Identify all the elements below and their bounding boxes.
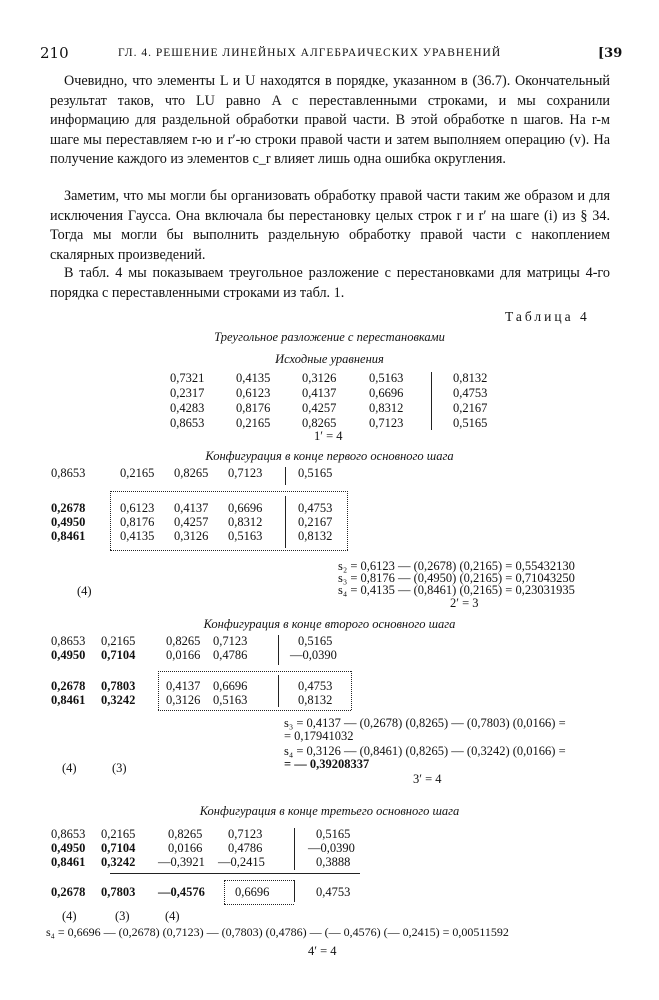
dotted-frame (158, 671, 351, 672)
cell: 0,5163 (228, 529, 263, 543)
cell: 0,8653 (51, 466, 86, 480)
cell: 0,2678 (51, 679, 86, 693)
cell: 0,4786 (228, 841, 263, 855)
cell: 0,8265 (302, 416, 337, 430)
cell: 0,3242 (101, 855, 136, 869)
cell: 0,2167 (298, 515, 333, 529)
dotted-frame (110, 550, 348, 551)
paragraph-2: Заметим, что мы могли бы организовать обработку правой части таким же образом и для исключения Гаусса. Она включала бы перестановку целых строк r и r′ на шаге (i) из § 34. Тогда мы могли бы выполнить раздельную обработку правой части с накоплением скалярных произведений. (50, 188, 610, 263)
permutation-label: 4′ = 4 (308, 944, 337, 958)
dotted-frame (110, 491, 111, 550)
page-number: 210 (40, 44, 69, 62)
cell: —0,3921 (158, 855, 205, 869)
permutation-label: 1′ = 4 (314, 429, 343, 443)
separator-line (294, 828, 295, 870)
cell: 0,0166 (168, 841, 203, 855)
dotted-frame (224, 904, 294, 905)
permutation-label: 3′ = 4 (413, 772, 442, 786)
cell: —0,0390 (290, 648, 337, 662)
section-ref: [39 (598, 46, 623, 61)
cell: 0,7104 (101, 841, 136, 855)
cell: 0,4950 (51, 841, 86, 855)
cell: 0,8653 (51, 634, 86, 648)
step1-title: Конфигурация в конце первого основного шага (205, 449, 454, 463)
cell: 0,4257 (174, 515, 209, 529)
cell: 0,8265 (174, 466, 209, 480)
equation: s₃ = 0,4137 — (0,2678) (0,8265) — (0,7803) (0,0166) = (284, 716, 566, 730)
cell: —0,4576 (158, 885, 205, 899)
separator-line (431, 372, 432, 430)
cell: 0,5165 (298, 466, 333, 480)
dotted-frame (347, 491, 348, 550)
step-marker: (4) (165, 909, 180, 923)
cell: 0,8461 (51, 529, 86, 543)
cell: 0,6696 (369, 386, 404, 400)
cell: 0,7123 (228, 827, 263, 841)
cell: 0,4283 (170, 401, 205, 415)
cell: 0,3126 (166, 693, 201, 707)
cell: 0,2165 (101, 634, 136, 648)
dotted-frame (158, 671, 159, 710)
cell: 0,8132 (298, 693, 333, 707)
table-title: Треугольное разложение с перестановками (214, 330, 445, 344)
cell: 0,8176 (236, 401, 271, 415)
cell: 0,5163 (213, 693, 248, 707)
separator-line (278, 675, 279, 707)
cell: 0,5165 (316, 827, 351, 841)
cell: 0,0166 (166, 648, 201, 662)
cell: 0,8312 (228, 515, 263, 529)
cell: 0,2317 (170, 386, 205, 400)
cell: 0,8461 (51, 693, 86, 707)
cell: 0,8312 (369, 401, 404, 415)
cell: 0,4753 (453, 386, 488, 400)
cell: 0,2165 (101, 827, 136, 841)
equation: = — 0,39208337 (284, 757, 370, 771)
cell: 0,4137 (166, 679, 201, 693)
step3-title: Конфигурация в конце третьего основного шага (199, 804, 460, 818)
cell: 0,8132 (298, 529, 333, 543)
step-marker: (4) (62, 909, 77, 923)
dotted-frame (224, 880, 294, 881)
cell: 0,6696 (213, 679, 248, 693)
cell: 0,4950 (51, 648, 86, 662)
cell: 0,6123 (120, 501, 155, 515)
cell: 0,8265 (168, 827, 203, 841)
cell: 0,7123 (213, 634, 248, 648)
equation: s₄ = 0,3126 — (0,8461) (0,8265) — (0,3242) (0,0166) = (284, 744, 566, 758)
cell: 0,6123 (236, 386, 271, 400)
cell: 0,3126 (302, 371, 337, 385)
cell: 0,4137 (174, 501, 209, 515)
equation: = 0,17941032 (284, 729, 354, 743)
cell: 0,5165 (298, 634, 333, 648)
final-equation: s₄ = 0,6696 — (0,2678) (0,7123) — (0,7803) (0,4786) — (— 0,4576) (— 0,2415) = 0,00511592 (46, 925, 509, 939)
cell: 0,4950 (51, 515, 86, 529)
step-marker: (4) (77, 584, 92, 598)
separator-line (285, 467, 286, 485)
cell: 0,3242 (101, 693, 136, 707)
cell: 0,6696 (228, 501, 263, 515)
cell: 0,8653 (51, 827, 86, 841)
equation: s₂ = 0,6123 — (0,2678) (0,2165) = 0,55432130 (338, 559, 575, 573)
separator-line (285, 496, 286, 548)
cell: 0,2678 (51, 885, 86, 899)
equation: s₃ = 0,8176 — (0,4950) (0,2165) = 0,71043250 (338, 571, 575, 585)
paragraph-1: Очевидно, что элементы L и U находятся в порядке, указанном в (36.7). Окончательный результат таков, что LU равно A с переставленными строками, и мы сохранили информацию для раздельной обработки правой части. В этой обработке n шагов. На r-м шаге мы переставляем r-ю и r′-ю строки правой части и затем выполняем операцию (v). На получение каждого из элементов c_r влияет лишь одна ошибка округления. (50, 73, 610, 167)
cell: 0,4753 (298, 501, 333, 515)
cell: —0,2415 (218, 855, 265, 869)
step-marker: (4) (62, 761, 77, 775)
running-head: ГЛ. 4. РЕШЕНИЕ ЛИНЕЙНЫХ АЛГЕБРАИЧЕСКИХ УРАВНЕНИЙ (118, 47, 502, 59)
cell: 0,8132 (453, 371, 488, 385)
cell: 0,8176 (120, 515, 155, 529)
cell: 0,3888 (316, 855, 351, 869)
step2-title: Конфигурация в конце второго основного шага (203, 617, 456, 631)
cell: 0,7123 (369, 416, 404, 430)
cell: 0,2165 (236, 416, 271, 430)
cell: 0,4135 (236, 371, 271, 385)
dotted-frame (110, 491, 348, 492)
cell: 0,8461 (51, 855, 86, 869)
cell: 0,4135 (120, 529, 155, 543)
step-marker: (3) (115, 909, 130, 923)
cell: 0,2165 (120, 466, 155, 480)
cell: 0,2678 (51, 501, 86, 515)
cell: 0,7123 (228, 466, 263, 480)
cell: 0,4257 (302, 401, 337, 415)
separator-line (294, 880, 295, 902)
cell: 0,4753 (298, 679, 333, 693)
cell: 0,5163 (369, 371, 404, 385)
cell: 0,4137 (302, 386, 337, 400)
cell: —0,0390 (308, 841, 355, 855)
cell: 0,2167 (453, 401, 488, 415)
dotted-frame (351, 671, 352, 710)
cell: 0,8653 (170, 416, 205, 430)
table-label: Таблица 4 (505, 309, 590, 324)
cell: 0,7321 (170, 371, 205, 385)
cell: 0,3126 (174, 529, 209, 543)
cell: 0,7803 (101, 885, 136, 899)
dotted-frame (158, 710, 351, 711)
equation: s₄ = 0,4135 — (0,8461) (0,2165) = 0,23031935 (338, 583, 575, 597)
paragraph-3: В табл. 4 мы показываем треугольное разложение с перестановками для матрицы 4-го порядка с переставленными строками из табл. 1. (50, 265, 610, 301)
cell: 0,4786 (213, 648, 248, 662)
cell: 0,7104 (101, 648, 136, 662)
initial-title: Исходные уравнения (275, 352, 384, 366)
separator-line (278, 635, 279, 665)
step-marker: (3) (112, 761, 127, 775)
dotted-frame (224, 880, 225, 904)
cell: 0,8265 (166, 634, 201, 648)
separator-line (110, 873, 360, 874)
cell: 0,6696 (235, 885, 270, 899)
cell: 0,7803 (101, 679, 136, 693)
permutation-label: 2′ = 3 (450, 596, 479, 610)
cell: 0,5165 (453, 416, 488, 430)
cell: 0,4753 (316, 885, 351, 899)
